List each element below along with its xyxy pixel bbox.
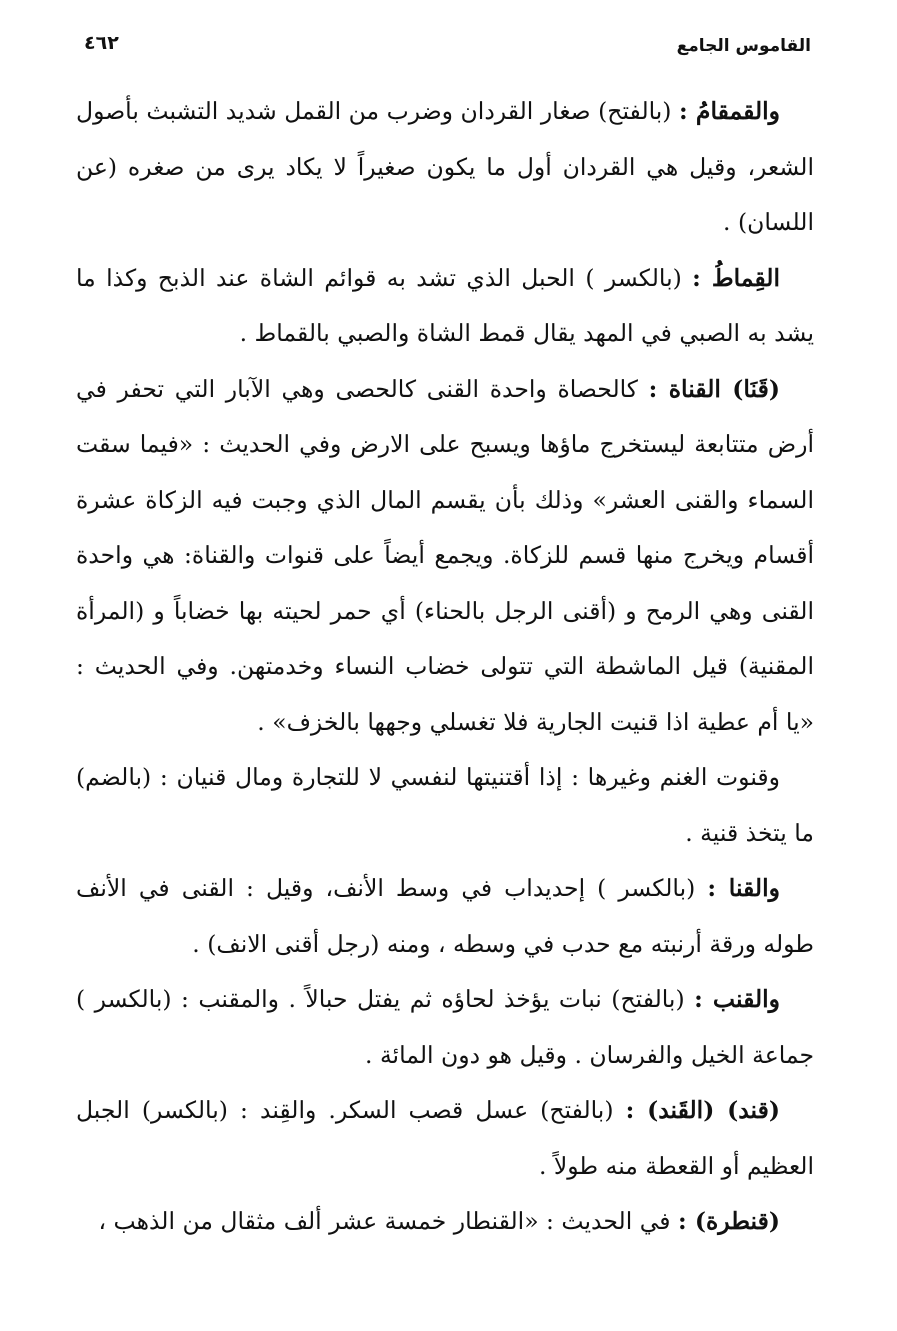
entry-qand <box>76 1083 814 1194</box>
entry-definition: (بالفتح) صغار القردان وضرب من القمل شديد التشبث بأصول الشعر، وقيل هي القردان أول ما يكون صغيراً لا يكاد يرى من صغره (عن اللسان) . <box>76 97 814 236</box>
entry-qamqam <box>76 84 814 251</box>
entry-headword: والقنب : <box>694 985 780 1013</box>
entry-definition: كالحصاة واحدة القنى كالحصى وهي الآبار التي تحفر في أرض متتابعة ليستخرج ماؤها ويسبح على الارض وفي الحديث : «فيما سقت السماء والقنى العشر» وذلك بأن يقسم المال الذي وجبت فيه الزكاة عشرة أقسام ويخرج منها قسم للزكاة. ويجمع أيضاً على قنوات والقناة: هي واحدة القنى وهي الرمح و (أقنى الرجل بالحناء) أي حمر لحيته بها خضاباً و (المرأة المقنية) قيل الماشطة التي تتولى خضاب النساء وخدمتهن. وفي الحديث : «يا أم عطية اذا قنيت الجارية فلا تغسلي وجهها بالخزف» . <box>76 374 814 736</box>
page-number: ٤٦٢ <box>84 32 119 54</box>
entry-headword: (قَنَا) القناة : <box>648 374 780 403</box>
entry-qinnab <box>76 972 814 1083</box>
entry-headword: والقمقامُ : <box>679 97 780 125</box>
entry-headword: (قند) (القَند) : <box>625 1096 780 1124</box>
entry-definition: وقنوت الغنم وغيرها : إذا أقتنيتها لنفسي لا للتجارة ومال قنيان : (بالضم) ما يتخذ قنية . <box>76 763 814 847</box>
entry-qimat <box>76 251 814 362</box>
entry-qantara <box>76 1194 814 1250</box>
running-title: القاموس الجامع <box>676 36 811 56</box>
entry-headword: (قنطرة) : <box>678 1207 780 1235</box>
entry-qanat <box>76 362 814 751</box>
entry-qana <box>76 861 814 972</box>
entry-definition: في الحديث : «القنطار خمسة عشر ألف مثقال من الذهب ، <box>98 1207 671 1235</box>
entry-qunuw <box>76 750 814 861</box>
entry-definition: (بالفتح) نبات يؤخذ لحاؤه ثم يفتل حبالاً . والمقنب : (بالكسر ) جماعة الخيل والفرسان . وقيل هو دون المائة . <box>76 985 814 1069</box>
running-header <box>78 28 819 68</box>
dictionary-text <box>76 84 814 1250</box>
entry-headword: والقنا : <box>707 874 780 902</box>
entry-definition: (بالفتح) عسل قصب السكر. والقِند : (بالكسر) الجبل العظيم أو القعطة منه طولاً . <box>76 1096 814 1180</box>
entry-definition: (بالكسر ) إحديداب في وسط الأنف، وقيل : القنى في الأنف طوله ورقة أرنبته مع حدب في وسطه ، ومنه (رجل أقنى الانف) . <box>76 874 814 958</box>
entry-headword: القِماطُ : <box>692 263 780 292</box>
entry-definition: (بالكسر ) الحبل الذي تشد به قوائم الشاة عند الذبح وكذا ما يشد به الصبي في المهد يقال قمط الشاة والصبي بالقماط . <box>76 263 814 347</box>
